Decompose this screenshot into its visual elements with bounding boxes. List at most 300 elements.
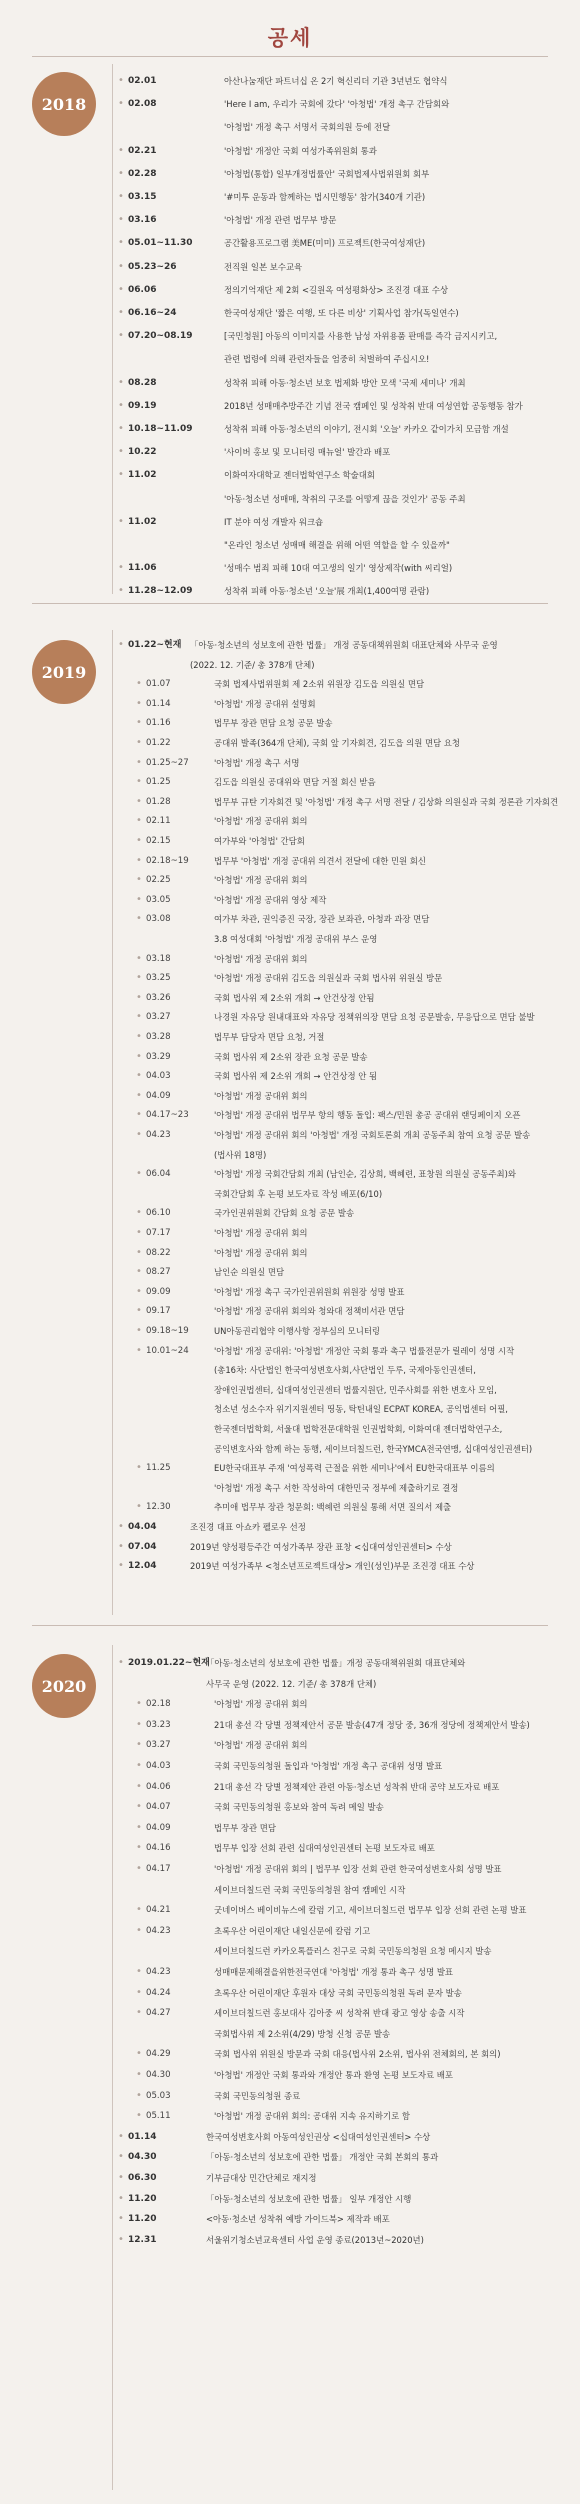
timeline-item <box>0 1165 570 1183</box>
item-text: 법무부 장관 면담 <box>214 1822 276 1833</box>
timeline-item <box>0 1146 570 1164</box>
timeline-item <box>0 1675 570 1693</box>
item-text: '아청법' 개정 공대위 법무부 항의 행동 돌입: 팩스/민원 총공 공대위 랜딩페이지 오픈 <box>214 1110 521 1121</box>
bullet-dot: • <box>136 1863 142 1874</box>
bullet-dot: • <box>136 2048 142 2060</box>
timeline-item <box>0 1963 570 1981</box>
timeline-item <box>0 559 570 577</box>
item-text: 공익변호사와 함께 하는 동행, 세이브더칠드런, 한국YMCA전국연맹, 십대여성인권센터) <box>214 1443 533 1454</box>
timeline-item <box>0 234 570 252</box>
bullet-dot: • <box>136 991 142 1003</box>
timeline-item <box>0 852 570 870</box>
item-text: 나경원 자유당 원내대표와 자유당 정책위의장 면담 요청 공문발송, 무응답으로 면담 불발 <box>214 1012 535 1023</box>
timeline-item <box>0 695 570 713</box>
item-text: '아청법' 개정 촉구 서명 <box>214 757 300 768</box>
item-date: 04.09 <box>146 1090 171 1101</box>
item-date: 04.09 <box>146 1822 171 1833</box>
item-text: EU한국대표부 주재 '여성폭력 근절을 위한 세미나'에서 EU한국대표부 이름의 <box>214 1463 495 1474</box>
item-text: 기부금대상 민간단체로 재지정 <box>206 2173 317 2183</box>
item-text: 서울위기청소년교육센터 사업 운영 종료(2013년~2020년) <box>206 2234 424 2245</box>
bullet-dot: • <box>136 1325 142 1336</box>
item-text: 이화여자대학교 젠더법학연구소 학술대회 <box>224 470 375 481</box>
item-text: 국회법사위 제 2소위(4/29) 방청 신청 공문 발송 <box>214 2028 391 2039</box>
bullet-dot: • <box>118 2233 124 2245</box>
item-text: 청소년 성소수자 위기지원센터 띵동, 탁틴내일 ECPAT KOREA, 공익법센터 어필, <box>214 1404 508 1415</box>
bullet-dot: • <box>118 2130 124 2142</box>
item-date: 04.23 <box>146 1130 171 1140</box>
item-text: '아청법' 개정 공대위: '아청법' 개정안 국회 통과 촉구 법률전문가 릴레이 성명 시작 <box>214 1345 515 1356</box>
bullet-dot: • <box>118 639 124 650</box>
item-text: IT 분야 여성 개발자 워크숍 <box>224 516 324 527</box>
timeline-item <box>0 714 570 732</box>
timeline-item <box>0 420 570 438</box>
item-date: 08.27 <box>146 1267 171 1278</box>
bullet-dot: • <box>136 1246 142 1258</box>
timeline-item <box>0 1048 570 1066</box>
section-divider <box>32 1625 548 1626</box>
timeline-item <box>0 2066 570 2084</box>
timeline-item <box>0 891 570 909</box>
item-date: 03.26 <box>146 992 171 1003</box>
timeline-item <box>0 1106 570 1124</box>
timeline-item <box>0 1263 570 1281</box>
item-date: 05.01~11.30 <box>128 238 193 249</box>
timeline-item <box>0 1342 570 1360</box>
bullet-dot: • <box>118 399 124 411</box>
bullet-dot: • <box>136 874 142 886</box>
bullet-dot: • <box>136 1966 142 1977</box>
item-date: 10.18~11.09 <box>128 424 193 434</box>
item-date: 09.09 <box>146 1286 171 1297</box>
item-text: 여가부와 '아청법' 간담회 <box>214 836 305 846</box>
item-date: 04.06 <box>146 1781 171 1792</box>
item-text: 장애인권법센터, 십대여성인권센터 법률지원단, 민주사회를 위한 변호사 모임, <box>214 1384 497 1395</box>
timeline-item <box>0 1185 570 1203</box>
bullet-dot: • <box>118 98 124 110</box>
item-date: 04.17 <box>146 1864 171 1874</box>
timeline-item <box>0 1204 570 1222</box>
year-badge: 2018 <box>32 72 96 136</box>
bullet-dot: • <box>118 585 124 597</box>
item-text: 정의기억재단 제 2회 <길원옥 여성평화상> 조진경 대표 수상 <box>224 284 449 295</box>
item-text: 「아동·청소년의 성보호에 관한 법률」 일부 개정안 시행 <box>206 2193 412 2204</box>
bullet-dot: • <box>118 237 124 249</box>
item-text: 2019년 양성평등주간 여성가족부 장관 표창 <십대여성인권센터> 수상 <box>190 1541 452 1552</box>
bullet-dot: • <box>118 446 124 458</box>
timeline-item <box>0 1498 570 1516</box>
timeline-item <box>0 2148 570 2166</box>
timeline-item <box>0 969 570 987</box>
item-date: 04.07 <box>146 1802 171 1813</box>
timeline-item <box>0 2107 570 2125</box>
item-text: 성매매문제해결을위한전국연대 '아청법' 개정 통과 촉구 성명 발표 <box>214 1967 454 1977</box>
bullet-dot: • <box>136 678 142 690</box>
item-text: 세이브더칠드런 카카오톡플러스 친구로 국회 국민동의청원 요청 메시지 발송 <box>214 1946 492 1957</box>
item-text: 세이브더칠드런 홍보대사 김아중 씨 성착취 반대 광고 영상 송출 시작 <box>214 2008 465 2019</box>
item-text: '아청법' 개정 공대위 회의 <box>214 1247 308 1258</box>
bullet-dot: • <box>136 2069 142 2080</box>
bullet-dot: • <box>136 1129 142 1140</box>
item-date: 01.16 <box>146 718 171 729</box>
bullet-dot: • <box>118 2213 124 2225</box>
item-date: 02.28 <box>128 168 157 179</box>
item-date: 12.30 <box>146 1502 171 1513</box>
item-text: 국회 법사위 위원실 방문과 국회 대응(법사위 2소위, 법사위 전체회의, 본 회의) <box>214 2049 501 2060</box>
item-text: '아청법(통합) 일부개정법률안' 국회법제사법위원회 회부 <box>224 168 430 179</box>
title-divider <box>32 56 548 57</box>
item-date: 09.18~19 <box>146 1326 189 1336</box>
timeline-item <box>0 1067 570 1085</box>
timeline-item <box>0 832 570 850</box>
item-text: '아청법' 개정 국회간담회 개최 (남인순, 김상희, 백혜련, 표창원 의원실 공동주최)와 <box>214 1169 516 1180</box>
item-date: 04.17~23 <box>146 1110 189 1121</box>
bullet-dot: • <box>136 717 142 729</box>
item-text: 2018년 성매매추방주간 기념 전국 캠페인 및 성착취 반대 여성연합 공동행동 참가 <box>224 400 523 411</box>
timeline-item <box>0 1984 570 2002</box>
item-date: 01.14 <box>146 698 171 709</box>
item-date: 2019.01.22~현재 <box>128 1658 210 1668</box>
timeline-item <box>0 258 570 276</box>
item-text: '아청법' 개정 촉구 국가인권위원회 위원장 성명 발표 <box>214 1286 405 1297</box>
bullet-dot: • <box>136 1904 142 1916</box>
item-date: 10.22 <box>128 447 157 458</box>
bullet-dot: • <box>136 1266 142 1278</box>
item-text: 초록우산 어린이재단 내일신문에 칼럼 기고 <box>214 1925 371 1936</box>
item-date: 07.20~08.19 <box>128 331 193 342</box>
item-date: 01.14 <box>128 2131 157 2142</box>
bullet-dot: • <box>136 1821 142 1833</box>
item-date: 03.27 <box>146 1740 171 1751</box>
timeline-item <box>0 1420 570 1438</box>
item-text: 'Here I am, 우리가 국회에 갔다' '아청법' 개정 촉구 간담회와 <box>224 99 450 110</box>
timeline-item <box>0 513 570 531</box>
item-text: '아청법' 개정 관련 법무부 방문 <box>224 215 337 226</box>
item-date: 06.04 <box>146 1169 171 1180</box>
section-divider <box>32 603 548 604</box>
bullet-dot: • <box>136 952 142 964</box>
timeline-item <box>0 350 570 368</box>
bullet-dot: • <box>118 2151 124 2163</box>
bullet-dot: • <box>118 214 124 226</box>
item-text: 법무부 '아청법' 개정 공대위 의견서 전달에 대한 민원 회신 <box>214 855 426 866</box>
item-date: 07.04 <box>128 1541 157 1552</box>
bullet-dot: • <box>136 1739 142 1751</box>
timeline-item <box>0 734 570 752</box>
item-text: '아청법' 개정 공대위 회의와 청와대 정책비서관 면담 <box>214 1306 405 1317</box>
item-date: 04.04 <box>128 1522 157 1532</box>
timeline-item <box>0 1922 570 1940</box>
bullet-dot: • <box>136 913 142 925</box>
timeline-item <box>0 793 570 811</box>
bullet-dot: • <box>136 1698 142 1710</box>
item-text: '아청법' 개정 공대위 회의 <box>214 1699 308 1710</box>
timeline-item <box>0 2169 570 2187</box>
year-badge: 2020 <box>32 1654 96 1718</box>
item-date: 01.25 <box>146 777 171 788</box>
timeline-item <box>0 773 570 791</box>
item-date: 04.23 <box>146 1925 171 1936</box>
item-text: '#미투 운동과 함께하는 법시민행동' 참가(340개 기관) <box>224 192 426 202</box>
item-date: 02.08 <box>128 99 157 110</box>
item-date: 08.28 <box>128 377 157 388</box>
item-text: 김도읍 의원실 공대위와 면담 거절 회신 받음 <box>214 777 376 788</box>
timeline-item <box>0 1695 570 1713</box>
timeline-item <box>0 1757 570 1775</box>
item-text: 남인순 의원실 면담 <box>214 1267 285 1278</box>
item-date: 04.03 <box>146 1071 171 1082</box>
item-date: 01.28 <box>146 796 171 807</box>
timeline-item <box>0 327 570 345</box>
timeline-item <box>0 582 570 600</box>
bullet-dot: • <box>136 795 142 807</box>
item-date: 03.15 <box>128 192 157 202</box>
timeline-item <box>0 1778 570 1796</box>
item-text: '아청법' 개정 공대위 회의 | 법무부 입장 선회 관련 한국여성변호사회 성명 발표 <box>214 1864 502 1874</box>
item-date: 02.15 <box>146 836 171 846</box>
timeline-item <box>0 1126 570 1144</box>
item-text: 2019년 여성가족부 <청소년프로젝트대상> 개인(성인)부문 조진경 대표 수상 <box>190 1561 475 1572</box>
timeline-item <box>0 95 570 113</box>
bullet-dot: • <box>136 1344 142 1356</box>
item-date: 12.31 <box>128 2234 157 2245</box>
item-date: 02.18~19 <box>146 855 189 866</box>
bullet-dot: • <box>118 2172 124 2183</box>
timeline-item <box>0 1736 570 1754</box>
timeline-item <box>0 1244 570 1262</box>
timeline-item <box>0 1028 570 1046</box>
timeline-item <box>0 304 570 322</box>
item-date: 11.28~12.09 <box>128 586 193 597</box>
bullet-dot: • <box>136 1050 142 1062</box>
timeline-item <box>0 910 570 928</box>
timeline-item <box>0 1283 570 1301</box>
bullet-dot: • <box>136 737 142 748</box>
timeline-item <box>0 1798 570 1816</box>
item-date: 05.23~26 <box>128 261 177 272</box>
bullet-dot: • <box>118 2192 124 2204</box>
item-text: 국회 법사위 제 2소위 개회 → 안건상정 안 됨 <box>214 1071 378 1082</box>
item-text: 관련 법령에 의해 관련자들을 엄중히 처벌하여 주십시오! <box>224 354 430 365</box>
item-date: 11.25 <box>146 1463 171 1474</box>
item-text: 법무부 장관 면담 요청 공문 발송 <box>214 718 333 729</box>
item-date: 11.20 <box>128 2193 157 2204</box>
year-badge: 2019 <box>32 640 96 704</box>
bullet-dot: • <box>136 1760 142 1771</box>
timeline-item <box>0 1839 570 1857</box>
timeline-item <box>0 950 570 968</box>
item-date: 03.18 <box>146 953 171 964</box>
timeline-item <box>0 2045 570 2063</box>
timeline-item <box>0 989 570 1007</box>
item-text: '사이버 홍보 및 모니터링 매뉴얼' 발간과 배포 <box>224 447 391 458</box>
item-text: '아청법' 개정안 국회 여성가족위원회 통과 <box>224 145 377 156</box>
bullet-dot: • <box>118 1560 124 1572</box>
item-text: 21대 총선 각 당별 정책제안서 공문 발송(47개 정당 중, 36개 정당에 정책제안서 발송) <box>214 1719 530 1730</box>
timeline-item <box>0 1087 570 1105</box>
bullet-dot: • <box>136 1109 142 1121</box>
item-date: 05.03 <box>146 2090 171 2101</box>
timeline-item <box>0 1557 570 1575</box>
item-text: 국회 국민동의청원 종료 <box>214 2090 301 2101</box>
item-text: 법무부 규탄 기자회견 및 '아청법' 개정 촉구 서명 전달 / 김상화 의원실과 국회 정론관 기자회견 <box>214 796 559 807</box>
item-text: '아청법' 개정 공대위 회의 <box>214 1090 308 1101</box>
item-text: 전직원 일본 보수교육 <box>224 261 303 272</box>
item-text: '아청법' 개정 공대위 회의 '아청법' 개정 국회토론회 개최 공동주최 참여 요청 공문 발송 <box>214 1130 531 1140</box>
item-text: '아청법' 개정 공대위 설명회 <box>214 698 316 709</box>
item-text: 세이브더칠드런 국회 국민동의청원 참여 캠페인 시작 <box>214 1884 406 1895</box>
item-text: '아청법' 개정 공대위 회의 <box>214 1740 308 1751</box>
item-text: 법무부 입장 선회 관련 십대여성인권센터 논평 보도자료 배포 <box>214 1843 435 1854</box>
timeline-item <box>0 2231 570 2249</box>
item-date: 03.08 <box>146 914 171 925</box>
item-text: 성착취 피해 아동·청소년의 이야기, 전시회 '오늘' 카카오 같이가치 모금함 개설 <box>224 424 509 434</box>
bullet-dot: • <box>136 1207 142 1219</box>
item-text: '아청법' 개정 공대위 회의: 공대위 지속 유지하기로 함 <box>214 2111 410 2122</box>
timeline-item <box>0 536 570 554</box>
timeline-item <box>0 1381 570 1399</box>
timeline-item <box>0 443 570 461</box>
item-date: 11.20 <box>128 2214 157 2225</box>
item-text: (법사위 18명) <box>214 1149 267 1160</box>
item-date: 04.23 <box>146 1967 171 1977</box>
item-date: 11.06 <box>128 563 157 574</box>
item-text: 국회 법사위 제 2소위 개회 → 안건상정 안됨 <box>214 992 375 1003</box>
bullet-dot: • <box>118 167 124 179</box>
timeline-item <box>0 1654 570 1672</box>
bullet-dot: • <box>118 1521 124 1532</box>
item-date: 04.21 <box>146 1905 171 1916</box>
bullet-dot: • <box>136 1986 142 1998</box>
timeline-item <box>0 812 570 830</box>
item-date: 08.22 <box>146 1247 171 1258</box>
bullet-dot: • <box>136 776 142 788</box>
bullet-dot: • <box>136 972 142 984</box>
item-date: 04.27 <box>146 2008 171 2019</box>
item-date: 12.04 <box>128 1561 157 1572</box>
timeline-item <box>0 2210 570 2228</box>
item-text: 국회 법제사법위원회 제 2소위 위원장 김도읍 의원실 면담 <box>214 679 425 690</box>
item-date: 04.29 <box>146 2049 171 2060</box>
bullet-dot: • <box>136 835 142 846</box>
bullet-dot: • <box>118 515 124 527</box>
item-date: 02.11 <box>146 816 171 827</box>
bullet-dot: • <box>136 1924 142 1936</box>
bullet-dot: • <box>118 1540 124 1552</box>
timeline-item <box>0 1302 570 1320</box>
item-text: '아청법' 개정 공대위 회의 <box>214 1228 308 1238</box>
bullet-dot: • <box>136 1089 142 1101</box>
item-date: 04.30 <box>146 2070 171 2080</box>
timeline-item <box>0 118 570 136</box>
item-text: 성착취 피해 아동·청소년 보호 법제화 방안 모색 '국제 세미나' 개최 <box>224 377 466 388</box>
item-date: 02.21 <box>128 145 157 156</box>
timeline-item <box>0 142 570 160</box>
item-text: 국회 국민동의청원 홍보와 참여 독려 메일 발송 <box>214 1802 384 1813</box>
item-date: 02.01 <box>128 76 157 86</box>
bullet-dot: • <box>136 1801 142 1813</box>
timeline-item <box>0 466 570 484</box>
bullet-dot: • <box>136 1285 142 1297</box>
timeline-item <box>0 1942 570 1960</box>
item-text: '아청법' 개정 공대위 김도읍 의원실과 국회 법사위 위원실 방문 <box>214 973 443 984</box>
item-date: 01.25~27 <box>146 757 189 768</box>
item-text: 여가부 차관, 권익증진 국장, 장관 보좌관, 아청과 과장 면담 <box>214 914 430 925</box>
bullet-dot: • <box>118 75 124 86</box>
item-date: 06.16~24 <box>128 308 177 318</box>
timeline-item <box>0 1008 570 1026</box>
timeline-item <box>0 930 570 948</box>
timeline-item <box>0 188 570 206</box>
item-date: 10.01~24 <box>146 1345 189 1356</box>
item-date: 09.17 <box>146 1306 171 1317</box>
item-date: 02.18 <box>146 1699 171 1710</box>
bullet-dot: • <box>136 854 142 866</box>
item-text: 조진경 대표 아쇼카 펠로우 선정 <box>190 1522 306 1532</box>
item-text: 21대 총선 각 당별 정책제안 관련 아동·청소년 성착취 반대 공약 보도자료 배포 <box>214 1781 500 1792</box>
timeline-item <box>0 72 570 90</box>
item-text: 아산나눔재단 파트너십 온 2기 혁신리더 기관 3년년도 협약식 <box>224 76 448 86</box>
item-date: 03.23 <box>146 1719 171 1730</box>
bullet-dot: • <box>118 562 124 574</box>
item-text: '아동·청소년 성매매, 착취의 구조를 어떻게 끊을 것인가' 공동 주최 <box>224 493 466 504</box>
timeline-item <box>0 211 570 229</box>
bullet-dot: • <box>136 2089 142 2101</box>
item-date: 03.29 <box>146 1051 171 1062</box>
item-text: 국회 법사위 제 2소위 장관 요청 공문 발송 <box>214 1051 368 1062</box>
item-text: '아청법' 개정 촉구 서한 작성하여 대한민국 정부에 제출하기로 결정 <box>214 1482 459 1493</box>
item-text: 공간활용프로그램 美ME(미미) 프로젝트(한국여성재단) <box>224 238 426 249</box>
timeline-item <box>0 1479 570 1497</box>
timeline-item <box>0 490 570 508</box>
bullet-dot: • <box>136 1842 142 1854</box>
item-date: 01.22~현재 <box>128 640 182 650</box>
item-text: 국회 국민동의청원 돌입과 '아청법' 개정 촉구 공대위 성명 발표 <box>214 1761 443 1771</box>
item-text: [국민청원] 아동의 이미지를 사용한 남성 자위용품 판매를 즉각 금지시키고, <box>224 331 498 342</box>
item-date: 04.24 <box>146 1987 171 1998</box>
item-date: 04.03 <box>146 1761 171 1771</box>
timeline-item <box>0 1224 570 1242</box>
item-date: 01.07 <box>146 679 171 690</box>
bullet-dot: • <box>136 1031 142 1042</box>
item-text: 굿네이버스 베이비뉴스에 칼럼 기고, 세이브더칠드런 법무부 입장 선회 관련 논평 발표 <box>214 1905 527 1916</box>
item-text: 추미애 법무부 장관 청문회: 백혜련 의원실 통해 서면 질의서 제출 <box>214 1502 452 1513</box>
bullet-dot: • <box>136 1718 142 1730</box>
item-text: '아청법' 개정 공대위 회의 <box>214 816 308 827</box>
item-text: 법무부 담당자 면담 요청, 거절 <box>214 1032 325 1042</box>
item-text: 「아동·청소년의 성보호에 관한 법률」개정 공동대책위원회 대표단체와 <box>206 1658 466 1668</box>
item-text: 한국여성변호사회 아동여성인권상 <십대여성인권센터> 수상 <box>206 2131 431 2142</box>
bullet-dot: • <box>118 260 124 272</box>
bullet-dot: • <box>136 1070 142 1082</box>
item-date: 06.10 <box>146 1208 171 1219</box>
item-date: 03.27 <box>146 1012 171 1023</box>
bullet-dot: • <box>136 697 142 709</box>
bullet-dot: • <box>118 283 124 295</box>
item-text: 국회간담회 후 논평 보도자료 작성 배포(6/10) <box>214 1188 383 1199</box>
bullet-dot: • <box>136 756 142 768</box>
timeline-item <box>0 1440 570 1458</box>
item-text: 한국젠더법학회, 서울대 법학전문대학원 인권법학회, 이화여대 젠더법학연구소, <box>214 1424 503 1434</box>
timeline-item <box>0 754 570 772</box>
timeline-item <box>0 1860 570 1878</box>
item-text: (총16차: 사단법인 한국여성변호사회,사단법인 두루, 국제아동인권센터, <box>214 1365 476 1376</box>
item-date: 11.02 <box>128 516 157 527</box>
item-date: 04.30 <box>128 2152 157 2163</box>
item-text: 초록우산 어린이재단 후원자 대상 국회 국민동의청원 독려 문자 발송 <box>214 1987 462 1998</box>
bullet-dot: • <box>136 1501 142 1513</box>
bullet-dot: • <box>118 307 124 318</box>
bullet-dot: • <box>118 144 124 156</box>
